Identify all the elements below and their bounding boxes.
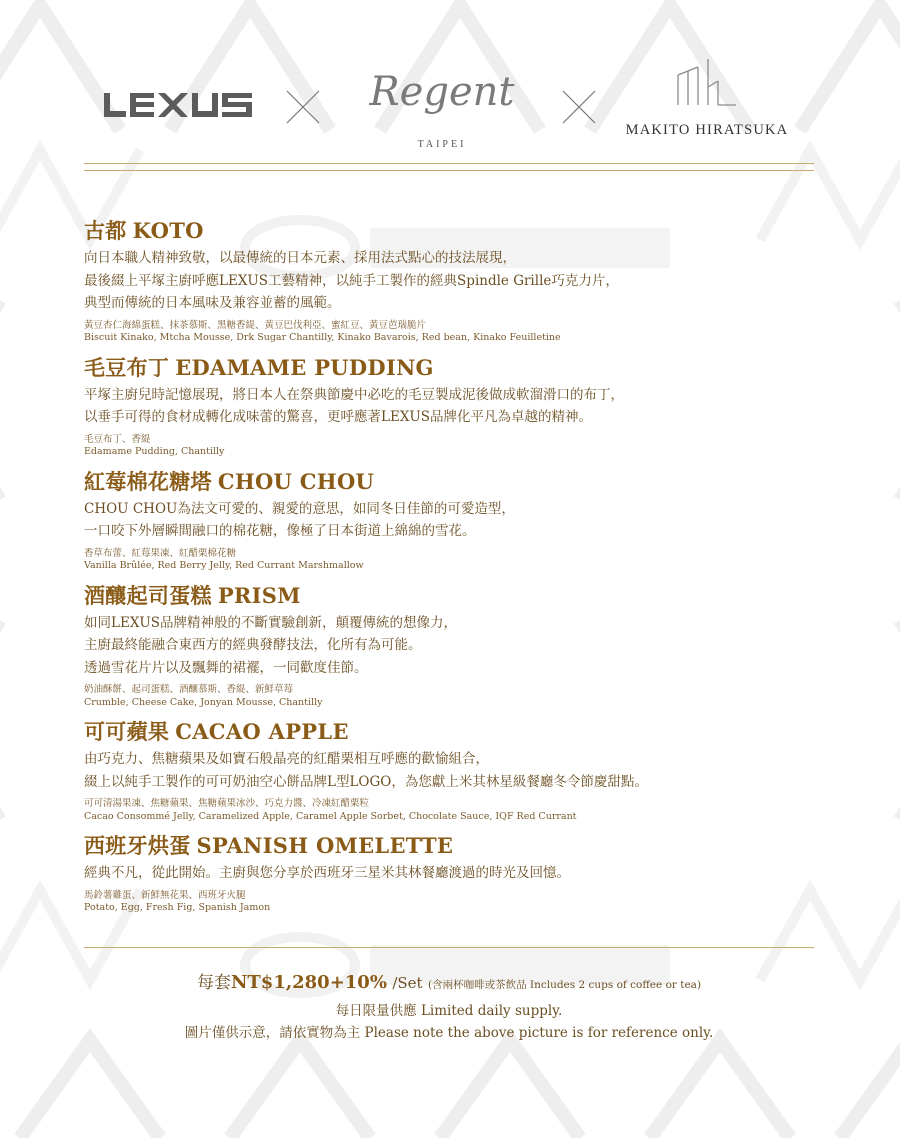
- menu-item: [84, 581, 814, 710]
- menu-item-ingredients: [84, 684, 814, 709]
- menu-item-ingredients: [84, 548, 814, 573]
- description-line: 綴上以純手工製作的可可奶油空心餅品牌L型LOGO，為您獻上米其林星級餐廳冬令節慶甜點。: [84, 773, 648, 790]
- description-line: 透過雪花片片以及飄舞的裙襬，一同歡度佳節。: [84, 659, 368, 676]
- menu-item-title-zh: 毛豆布丁: [84, 354, 170, 380]
- menu-item: [84, 216, 814, 345]
- description-line: 由巧克力、焦糖蘋果及如寶石般晶亮的紅醋栗相互呼應的歡愉組合，: [84, 751, 489, 767]
- menu-item-title-en: CHOU CHOU: [217, 468, 375, 494]
- menu-item-description: [84, 612, 814, 680]
- menu-item-title: [84, 717, 814, 747]
- menu-item-description: [84, 748, 814, 793]
- menu-item-title-zh: 紅莓棉花糖塔: [84, 468, 212, 494]
- regent-logo: [356, 67, 528, 150]
- menu-item-title-en: KOTO: [132, 218, 204, 243]
- reference-disclaimer: 圖片僅供示意，請依實物為主 Please note the above picture is for reference only.: [184, 1025, 714, 1041]
- menu-item-description: [84, 498, 814, 543]
- menu-item-title: [84, 581, 814, 611]
- header-divider: [84, 163, 814, 164]
- description-line: 主廚最終能融合東西方的經典發酵技法，化所有為可能。: [84, 637, 422, 653]
- menu-item-title-zh: 古都: [84, 218, 127, 243]
- ingredients-en: Edamame Pudding, Chantilly: [84, 446, 225, 457]
- chef-monogram-icon: [672, 57, 742, 107]
- ingredients-en: Biscuit Kinako, Mtcha Mousse, Drk Sugar Chantilly, Kinako Bavarois, Red bean, Kinako Feuilletine: [84, 332, 561, 343]
- separator-x-icon: [286, 90, 320, 124]
- description-line: 一口咬下外層瞬間融口的棉花糖，像極了日本街道上綿綿的雪花。: [84, 523, 476, 539]
- menu-item-ingredients: [84, 798, 814, 823]
- ingredients-zh: 奶油酥餅、起司蛋糕、酒釀慕斯、香緹、新鮮草莓: [84, 684, 294, 695]
- menu-item: [84, 353, 814, 459]
- ingredients-zh: 毛豆布丁、香緹: [84, 433, 151, 445]
- lexus-logo: [104, 93, 254, 117]
- regent-wordmark: Regent: [369, 69, 515, 115]
- header-divider: [84, 170, 814, 171]
- menu-item-title-en: EDAMAME PUDDING: [175, 354, 434, 380]
- menu-item-title-en: CACAO APPLE: [175, 719, 349, 744]
- menu-item: [84, 717, 814, 823]
- menu-item-ingredients: [84, 320, 814, 345]
- ingredients-en: Crumble, Cheese Cake, Jonyan Mousse, Chantilly: [84, 696, 323, 708]
- description-line: CHOU CHOU為法文可愛的、親愛的意思，如同冬日佳節的可愛造型，: [84, 500, 515, 517]
- ingredients-en: Cacao Consommé Jelly, Caramelized Apple, Caramel Apple Sorbet, Chocolate Sauce, IQF Red Currant: [84, 810, 577, 822]
- menu-item-description: [84, 247, 814, 315]
- ingredients-zh: 黃豆杏仁海綿蛋糕、抹茶慕斯、黑糖香緹、黃豆巴伐利亞、蜜紅豆、黃豆芭瑞脆片: [84, 319, 427, 331]
- price: NT$1,280+10%: [230, 972, 387, 993]
- menu-item-title-en: SPANISH OMELETTE: [196, 833, 454, 858]
- price-prefix: 每套: [196, 973, 231, 993]
- menu-list: [84, 216, 814, 923]
- ingredients-zh: 可可清湯果凍、焦糖蘋果、焦糖蘋果冰沙、巧克力醬、冷凍紅醋栗粒: [84, 798, 370, 809]
- price-per: /Set: [392, 974, 423, 992]
- ingredients-en: Potato, Egg, Fresh Fig, Spanish Jamon: [84, 902, 271, 913]
- description-line: 向日本職人精神致敬，以最傳統的日本元素、採用法式點心的技法展現，: [84, 250, 516, 266]
- menu-item-title-en: PRISM: [217, 582, 301, 608]
- menu-item-title: [84, 831, 814, 861]
- menu-item-title-zh: 可可蘋果: [84, 719, 170, 744]
- menu-item: [84, 467, 814, 573]
- price-line: [84, 968, 814, 1000]
- logo-row: [0, 55, 900, 150]
- menu-item: [84, 831, 814, 915]
- chef-name: MAKITO HIRATSUKA: [625, 122, 789, 138]
- menu-item-title: [84, 467, 814, 497]
- limited-supply-note: 每日限量供應 Limited daily supply.: [335, 1003, 563, 1019]
- description-line: 經典不凡，從此開始。主廚與您分享於西班牙三星米其林餐廳渡過的時光及回憶。: [84, 865, 570, 881]
- menu-item-description: [84, 384, 814, 429]
- regent-city: TAIPEI: [417, 139, 467, 150]
- menu-item-title-zh: 西班牙烘蛋: [84, 833, 191, 858]
- menu-item-title: [84, 353, 814, 383]
- ingredients-en: Vanilla Brûlée, Red Berry Jelly, Red Currant Marshmallow: [84, 560, 364, 571]
- description-line: 以垂手可得的食材成轉化成味蕾的驚喜，更呼應著LEXUS品牌化平凡為卓越的精神。: [84, 409, 593, 425]
- footer-divider: [84, 947, 814, 948]
- footer: [84, 968, 814, 1044]
- menu-item-title-zh: 酒釀起司蛋糕: [84, 582, 212, 608]
- menu-item-title: [84, 216, 814, 246]
- description-line: 最後綴上平塚主廚呼應LEXUS工藝精神，以純手工製作的經典Spindle Grille巧克力片，: [84, 272, 619, 289]
- price-note: (含兩杯咖啡或茶飲品 Includes 2 cups of coffee or tea): [427, 979, 702, 991]
- description-line: 如同LEXUS品牌精神般的不斷實驗創新，顛覆傳統的想像力，: [84, 614, 458, 631]
- description-line: 典型而傳統的日本風味及兼容並蓄的風範。: [84, 295, 341, 311]
- separator-x-icon: [562, 90, 596, 124]
- description-line: 平塚主廚兒時記憶展現，將日本人在祭典節慶中必吃的毛豆製成泥後做成軟溜滑口的布丁，: [84, 386, 624, 403]
- menu-item-description: [84, 862, 814, 885]
- menu-item-ingredients: [84, 890, 814, 915]
- ingredients-zh: 馬鈴薯雞蛋、新鮮無花果、西班牙火腿: [84, 889, 246, 901]
- menu-item-ingredients: [84, 434, 814, 459]
- ingredients-zh: 香草布蕾、紅莓果凍、紅醋栗棉花糖: [84, 547, 237, 559]
